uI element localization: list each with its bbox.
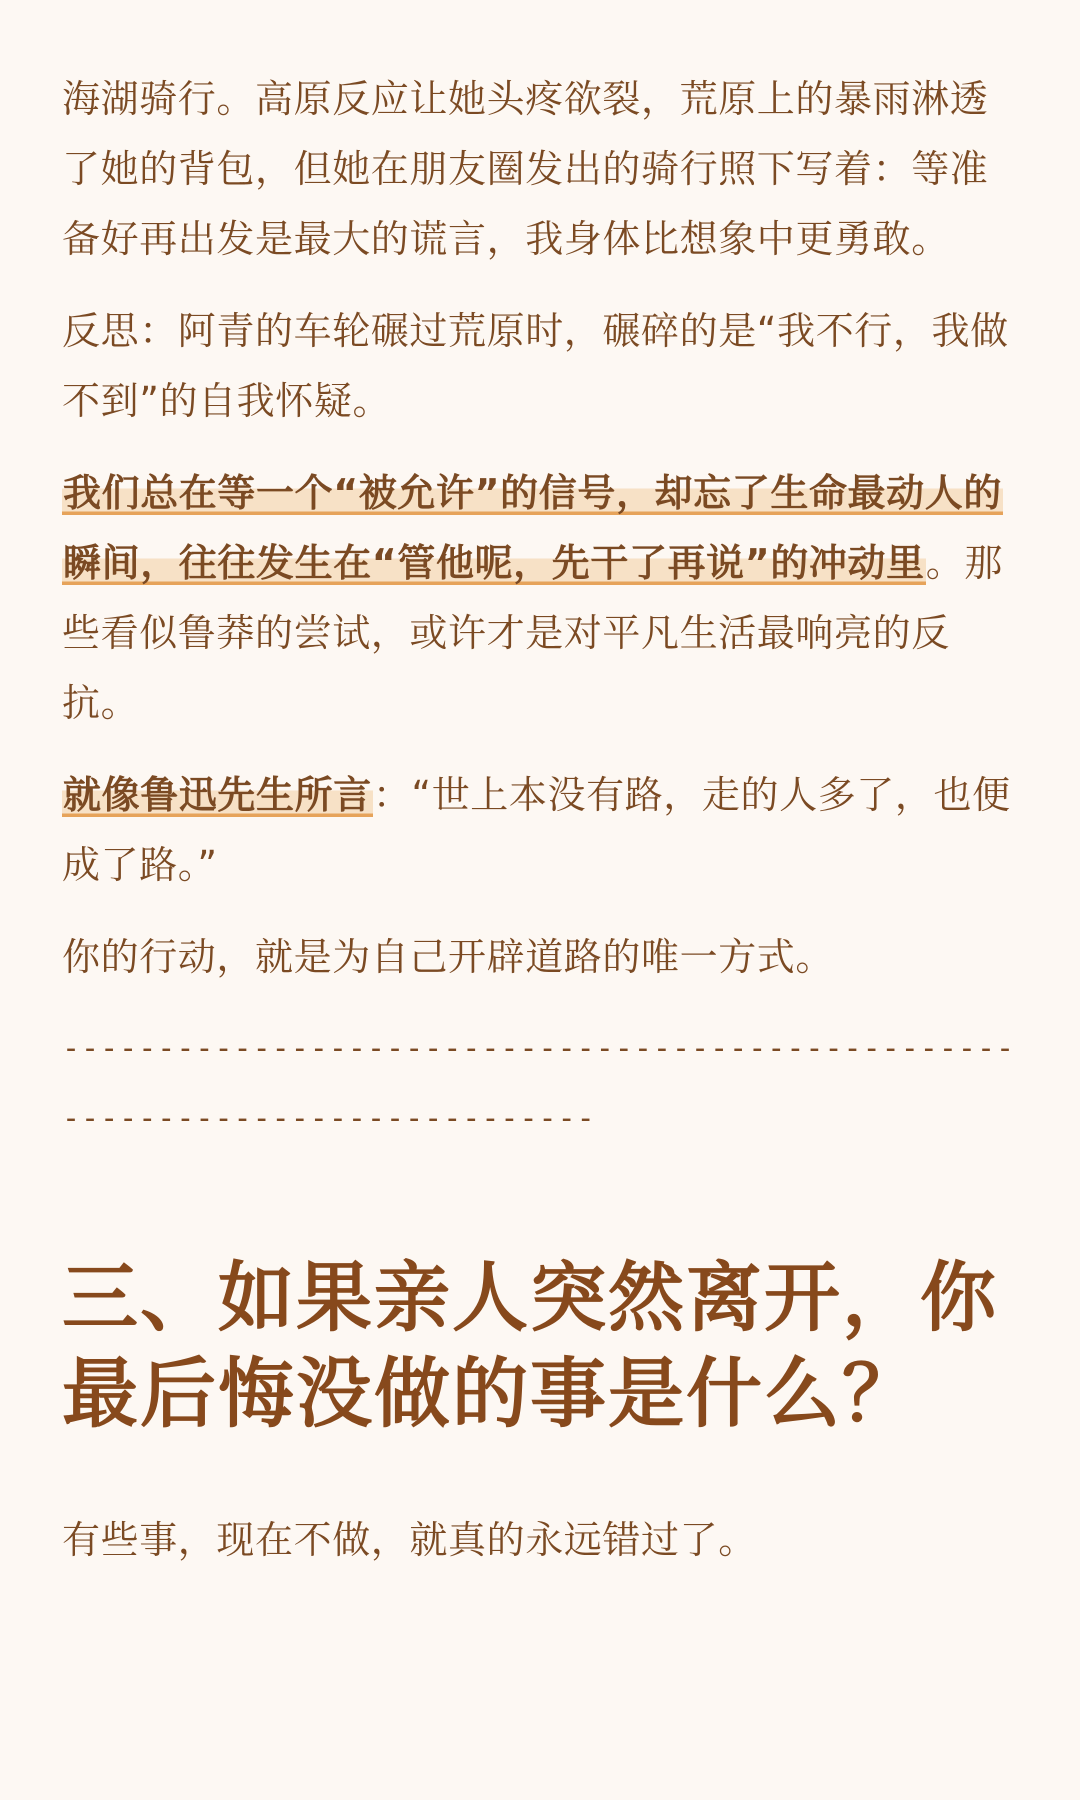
paragraph-text: 。那些看似鲁莽的尝试，或许才是对平凡生活最响亮的反抗。 xyxy=(62,541,1003,725)
paragraph-qinghai-ride: 海湖骑行。高原反应让她头疼欲裂，荒原上的暴雨淋透了她的背包，但她在朋友圈发出的骑行照下写着：等准备好再出发是最大的谎言，我身体比想象中更勇敢。 xyxy=(62,77,989,261)
highlighted-text: 就像鲁迅先生所言 xyxy=(63,773,372,817)
paragraph-reflection: 反思：阿青的车轮碾过荒原时，碾碎的是“我不行，我做不到”的自我怀疑。 xyxy=(62,309,1009,423)
paragraph-regret: 有些事，现在不做，就真的永远错过了。 xyxy=(62,1518,757,1563)
article-body xyxy=(62,64,1018,1597)
dashed-divider: ------------------------------------------------------------------------------ xyxy=(62,1031,1016,1136)
paragraph-action: 你的行动，就是为自己开辟道路的唯一方式。 xyxy=(62,935,835,979)
paragraph-luxun-quote xyxy=(62,760,1018,900)
section-title: 三、如果亲人突然离开，你最后悔没做的事是什么？ xyxy=(62,1253,998,1438)
quote-text: ：“世上本没有路，走的人多了，也便成了路。” xyxy=(62,773,1011,887)
highlighted-text: 我们总在等一个“被允许”的信号，却忘了生命最动人的瞬间，往往发生在“管他呢，先干了再说”的冲动里 xyxy=(63,471,1002,585)
paragraph-permission-signal xyxy=(62,458,1018,738)
